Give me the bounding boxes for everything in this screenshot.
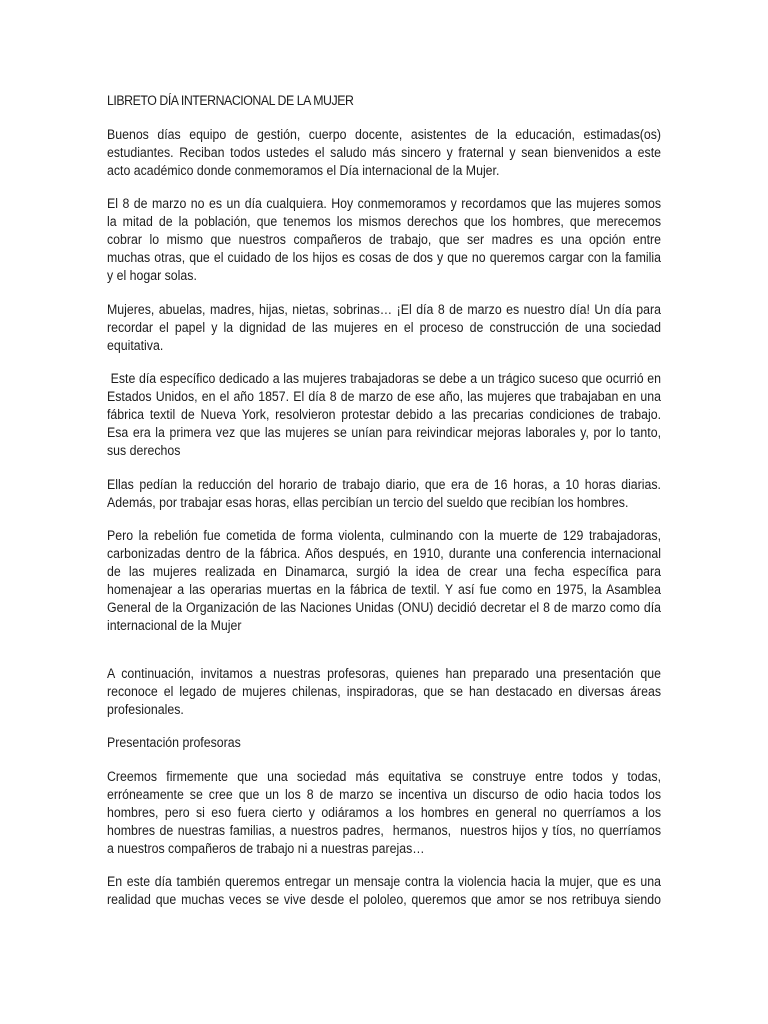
paragraph-women	[107, 301, 661, 355]
paragraph-line: profesionales.	[107, 701, 184, 717]
paragraph-line: homenajear a las operarias muertas en la fábrica de textil. Y así fue como en 1975, la Asamblea	[107, 582, 662, 597]
paragraph-line: sus derechos	[107, 443, 181, 458]
paragraph-equity	[107, 768, 661, 858]
paragraph-march-8	[107, 195, 661, 285]
paragraph-line: carbonizadas dentro de la fábrica. Años después, en 1910, durante una conferencia internacional	[107, 546, 662, 561]
paragraph-line: estudiantes. Reciban todos ustedes el saludo más sincero y fraternal y sean bienvenidos a este	[107, 144, 662, 160]
paragraph-line: Estados Unidos, en el año 1857. El día 8 de marzo de ese año, las mujeres que trabajaban en una	[107, 389, 662, 404]
paragraph-violence	[107, 873, 661, 909]
paragraph-line: Buenos días equipo de gestión, cuerpo docente, asistentes de la educación, estimadas(os)	[107, 126, 662, 142]
section-label-presentation	[107, 734, 661, 752]
paragraph-line: hombres de nuestras familias, a nuestros padres, hermanos, nuestros hijos y tíos, no querríamos	[107, 822, 662, 838]
paragraph-line: Ellas pedían la reducción del horario de trabajo diario, que era de 16 horas, a 10 horas diarias.	[107, 476, 662, 492]
paragraph-line: En este día también queremos entregar un mensaje contra la violencia hacia la mujer, que es una	[107, 874, 662, 889]
paragraph-line: acto académico donde conmemoramos el Día internacional de la Mujer.	[107, 162, 500, 178]
paragraph-line: erróneamente se cree que un los 8 de marzo se incentiva un discurso de odio hacia todos los	[107, 786, 662, 802]
paragraph-line: cobrar lo mismo que nuestros compañeros de trabajo, que ser madres es una opción entre	[107, 232, 662, 247]
paragraph-line: internacional de la Mujer	[107, 618, 242, 633]
paragraph-line: A continuación, invitamos a nuestras profesoras, quienes han preparado una presentación que	[107, 665, 662, 681]
paragraph-demands	[107, 476, 661, 512]
paragraph-line: la mitad de la población, que tenemos los mismos derechos que los hombres, que merecemos	[107, 214, 662, 229]
paragraph-line: Creemos firmemente que una sociedad más equitativa se construye entre todos y todas,	[107, 768, 662, 784]
paragraph-line: Presentación profesoras	[107, 735, 241, 750]
paragraph-line: a nuestros compañeros de trabajo ni a nuestras parejas…	[107, 840, 425, 856]
paragraph-line: Esa era la primera vez que las mujeres se unían para reivindicar mejoras laborales y, por lo tanto,	[107, 425, 662, 440]
paragraph-history	[107, 370, 661, 460]
paragraph-line: fábrica textil de Nueva York, resolvieron protestar debido a las precarias condiciones de trabajo.	[107, 407, 662, 422]
paragraph-line: reconoce el legado de mujeres chilenas, inspiradoras, que se han destacado en diversas áreas	[107, 683, 662, 699]
paragraph-line: General de la Organización de las Naciones Unidas (ONU) decidió decretar el 8 de marzo como día	[107, 600, 662, 615]
paragraph-line: realidad que muchas veces se vive desde el pololeo, queremos que amor se nos retribuya siendo	[107, 892, 662, 907]
document-body	[107, 92, 661, 925]
paragraph-line: muchas otras, que el cuidado de los hijos es cosas de dos y que no queremos cargar con la familia	[107, 250, 662, 265]
paragraph-line: equitativa.	[107, 337, 164, 353]
paragraph-line: hombres, pero si eso fuera cierto y odiáramos a los hombres en general no querríamos a los	[107, 804, 662, 820]
paragraph-rebellion	[107, 527, 661, 635]
paragraph-line: El 8 de marzo no es un día cualquiera. Hoy conmemoramos y recordamos que las mujeres somos	[107, 196, 662, 211]
paragraph-line: recordar el papel y la dignidad de las mujeres en el proceso de construcción de una sociedad	[107, 319, 662, 335]
paragraph-line: Mujeres, abuelas, madres, hijas, nietas, sobrinas… ¡El día 8 de marzo es nuestro día! Un día para	[107, 301, 662, 317]
paragraph-line: de las mujeres realizada en Dinamarca, surgió la idea de crear una fecha específica para	[107, 564, 662, 579]
paragraph-line: y el hogar solas.	[107, 268, 197, 283]
paragraph-line: Además, por trabajar esas horas, ellas percibían un tercio del sueldo que recibían los hombres.	[107, 494, 629, 510]
paragraph-line: Este día específico dedicado a las mujeres trabajadoras se debe a un trágico suceso que ocurrió en	[107, 371, 661, 386]
paragraph-greeting	[107, 126, 661, 180]
paragraph-invitation	[107, 665, 661, 719]
document-title: LIBRETO DÍA INTERNACIONAL DE LA MUJER	[107, 93, 354, 108]
paragraph-line: Pero la rebelión fue cometida de forma violenta, culminando con la muerte de 129 trabajadoras,	[107, 528, 662, 543]
blank-line	[107, 651, 661, 665]
